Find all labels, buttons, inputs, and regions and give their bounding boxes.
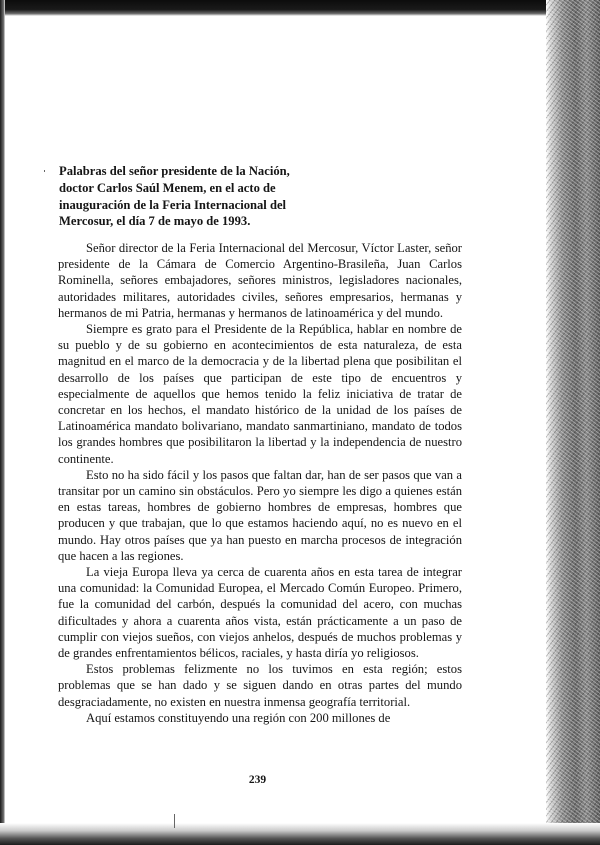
scan-speck bbox=[44, 170, 45, 172]
scan-border-bottom bbox=[0, 823, 600, 845]
paragraph: La vieja Europa lleva ya cerca de cuarenta años en esta tarea de integrar una comunidad: la Comunidad Europea, el Mercado Común Europeo. Primero, fue la comunidad del carbón, después la comunidad del acero, con muchas dificultades y ahora a cuarenta años vista, están prácticamente a un paso de cumplir con viejos sueños, con viejos anhelos, después de muchos problemas y de grandes enfrentamientos bélicos, raciales, y hasta diría yo religiosos. bbox=[58, 565, 462, 661]
scan-border-top bbox=[0, 0, 600, 16]
scan-border-left bbox=[0, 0, 5, 845]
paragraph: Estos problemas felizmente no los tuvimos en esta región; estos problemas que se han dado y se siguen dando en otras partes del mundo desgraciadamente, no existen en nuestra inmensa geografía territorial. bbox=[58, 662, 462, 709]
scan-speck bbox=[174, 814, 175, 828]
scan-border-right bbox=[546, 0, 600, 845]
paragraph: Señor director de la Feria Internacional del Mercosur, Víctor Laster, señor presidente de la Cámara de Comercio Argentino-Brasileña, Juan Carlos Rominella, señores embajadores, señores ministros, legisladores nacionales, autoridades militares, autoridades civiles, señores empresarios, hermanas y hermanos de mi Patria, hermanas y hermanos de latinoamérica y del mundo. bbox=[58, 241, 462, 320]
speech-heading: Palabras del señor presidente de la Nación, doctor Carlos Saúl Menem, en el acto de inauguración de la Feria Internacional del Mercosur, el día 7 de mayo de 1993. bbox=[59, 164, 290, 229]
paragraph: Aquí estamos constituyendo una región con 200 millones de bbox=[86, 710, 391, 725]
page-number: 239 bbox=[248, 774, 267, 786]
paragraph: Siempre es grato para el Presidente de la República, hablar en nombre de su pueblo y de su gobierno en acontecimientos de esta naturaleza, de esta magnitud en el marco de la democracia y de la libertad plena que posibilitan el desarrollo de los países que participan de este tipo de encuentros y especialmente de aquellos que hemos tenido la feliz iniciativa de tratar de concretar en los hechos, el mandato histórico de la unidad de los países de Latinoamérica mandato bolivariano, mandato sanmartiniano, mandato de todos los grandes hombres que posibilitaron la libertad y la independencia de nuestro continente. bbox=[58, 322, 462, 466]
speech-body bbox=[58, 240, 462, 726]
paragraph: Esto no ha sido fácil y los pasos que faltan dar, han de ser pasos que van a transitar por un camino sin obstáculos. Pero yo siempre les digo a quienes están en estas tareas, hombres de gobierno hombres de empresas, hombres que producen y que trabajan, que lo que estamos haciendo aquí, no es nuevo en el mundo. Hay otros países que ya han puesto en marcha procesos de integración que hacen a las regiones. bbox=[58, 467, 462, 563]
